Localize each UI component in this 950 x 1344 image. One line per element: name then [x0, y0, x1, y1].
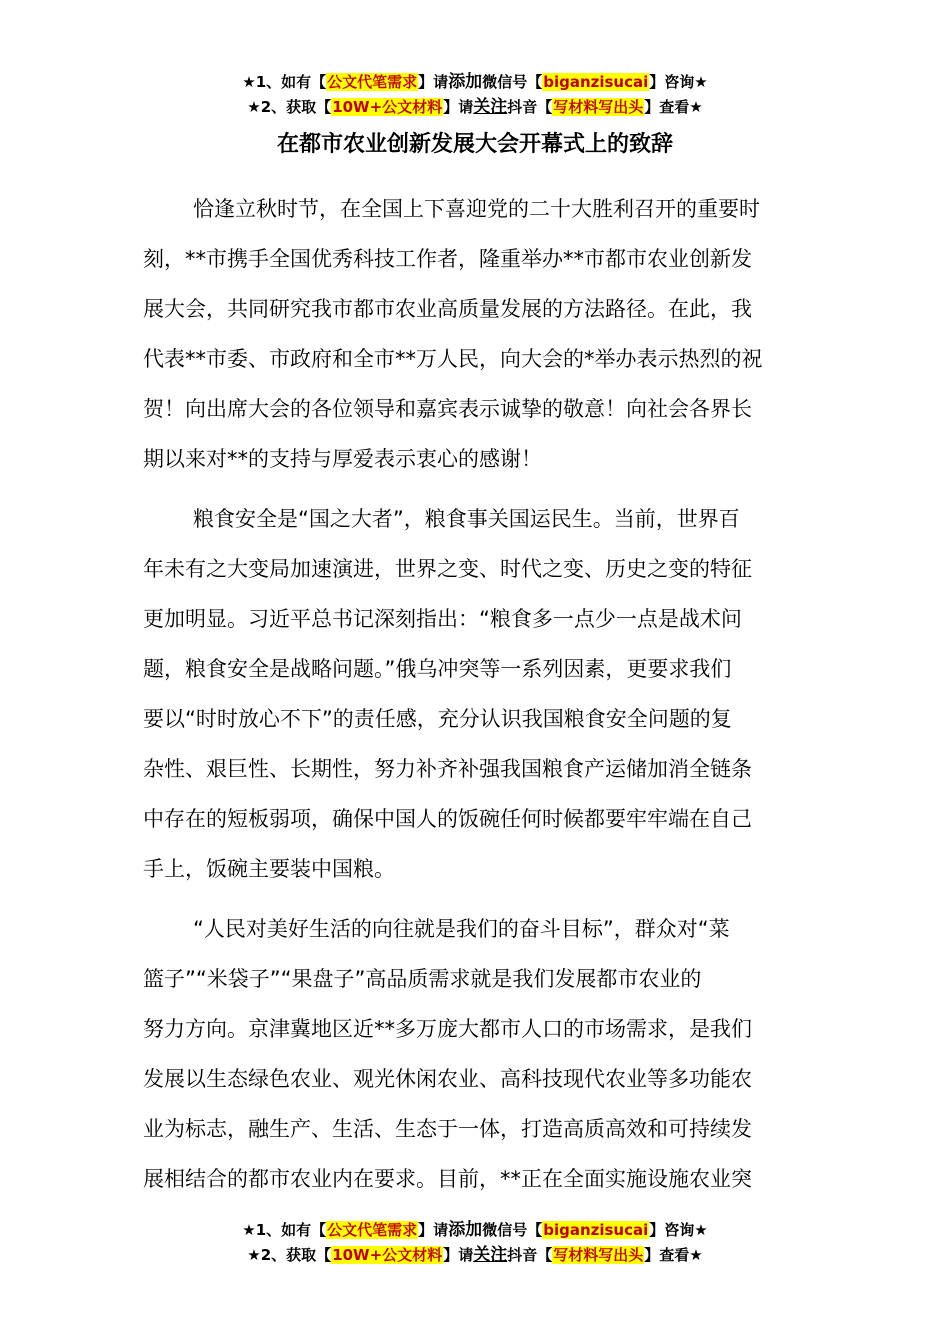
banner-text: ★2、获取【	[247, 98, 332, 116]
document-title: 在都市农业创新发展大会开幕式上的致辞	[276, 132, 673, 157]
paragraph-3	[143, 904, 808, 1204]
banner-text: 】请	[418, 73, 449, 91]
text-line: 粮食安全是“国之大者”，粮食事关国运民生。当前，世界百	[193, 507, 740, 531]
paragraph-1	[143, 184, 808, 484]
banner-text: 微信号【	[482, 1221, 543, 1239]
document-body	[143, 184, 808, 1214]
text-line: 篮子”“米袋子”“果盘子”高品质需求就是我们发展都市农业的	[143, 967, 702, 991]
douyin-id-highlight: 写材料写出头	[553, 98, 644, 116]
text-line: 手上，饭碗主要装中国粮。	[143, 857, 395, 881]
banner-emphasis: 关注	[473, 1245, 508, 1265]
douyin-id-highlight: 写材料写出头	[553, 1246, 644, 1264]
text-line: 杂性、艰巨性、长期性，努力补齐补强我国粮食产运储加消全链条	[143, 757, 752, 781]
banner-text: 抖音【	[507, 98, 553, 116]
banner-line-2	[0, 1243, 950, 1268]
banner-text: 】请	[443, 1246, 474, 1264]
text-line: 恰逢立秋时节，在全国上下喜迎党的二十大胜利召开的重要时	[193, 197, 760, 221]
footer-banner	[0, 1218, 950, 1268]
text-line: 刻，**市携手全国优秀科技工作者，隆重举办**市都市农业创新发	[143, 247, 752, 271]
header-banner	[0, 70, 950, 120]
banner-emphasis: 关注	[473, 97, 508, 117]
banner-text: ★2、获取【	[247, 1246, 332, 1264]
banner-text: 微信号【	[482, 73, 543, 91]
text-line: 业为标志，融生产、生活、生态于一体，打造高质高效和可持续发	[143, 1117, 752, 1141]
banner-text: 】请	[418, 1221, 449, 1239]
text-line: 发展以生态绿色农业、观光休闲农业、高科技现代农业等多功能农	[143, 1067, 752, 1091]
text-line: 中存在的短板弱项，确保中国人的饭碗任何时候都要牢牢端在自己	[143, 807, 752, 831]
banner-highlight: 公文代笔需求	[327, 73, 418, 91]
text-line: “人民对美好生活的向往就是我们的奋斗目标”，群众对“菜	[193, 917, 730, 941]
text-line: 展大会，共同研究我市都市农业高质量发展的方法路径。在此，我	[143, 297, 752, 321]
text-line: 展相结合的都市农业内在要求。目前，**正在全面实施设施农业突	[143, 1167, 752, 1191]
banner-highlight: 公文代笔需求	[327, 1221, 418, 1239]
text-line: 年未有之大变局加速演进，世界之变、时代之变、历史之变的特征	[143, 557, 752, 581]
banner-text: 】咨询★	[649, 1221, 708, 1239]
banner-emphasis: 添加	[448, 1220, 483, 1240]
text-line: 期以来对**的支持与厚爱表示衷心的感谢！	[143, 447, 542, 471]
text-line: 更加明显。习近平总书记深刻指出：“粮食多一点少一点是战术问	[143, 607, 742, 631]
banner-text: ★1、如有【	[242, 1221, 327, 1239]
banner-line-1	[0, 70, 950, 95]
text-line: 题，粮食安全是战略问题。”俄乌冲突等一系列因素，更要求我们	[143, 657, 732, 681]
banner-text: ★1、如有【	[242, 73, 327, 91]
banner-text: 抖音【	[507, 1246, 553, 1264]
banner-text: 】查看★	[644, 1246, 703, 1264]
text-line: 要以“时时放心不下”的责任感，充分认识我国粮食安全问题的复	[143, 707, 732, 731]
text-line: 贺！向出席大会的各位领导和嘉宾表示诚挚的敬意！向社会各界长	[143, 397, 752, 421]
paragraph-2	[143, 494, 808, 894]
banner-highlight: 10W+公文材料	[332, 1246, 443, 1264]
text-line: 努力方向。京津冀地区近**多万庞大都市人口的市场需求，是我们	[143, 1017, 752, 1041]
banner-text: 】咨询★	[649, 73, 708, 91]
wechat-id-highlight: biganzisucai	[543, 1221, 649, 1239]
banner-highlight: 10W+公文材料	[332, 98, 443, 116]
banner-emphasis: 添加	[448, 72, 483, 92]
text-line: 代表**市委、市政府和全市**万人民，向大会的*举办表示热烈的祝	[143, 347, 763, 371]
banner-text: 】查看★	[644, 98, 703, 116]
banner-line-2	[0, 95, 950, 120]
banner-line-1	[0, 1218, 950, 1243]
banner-text: 】请	[443, 98, 474, 116]
wechat-id-highlight: biganzisucai	[543, 73, 649, 91]
